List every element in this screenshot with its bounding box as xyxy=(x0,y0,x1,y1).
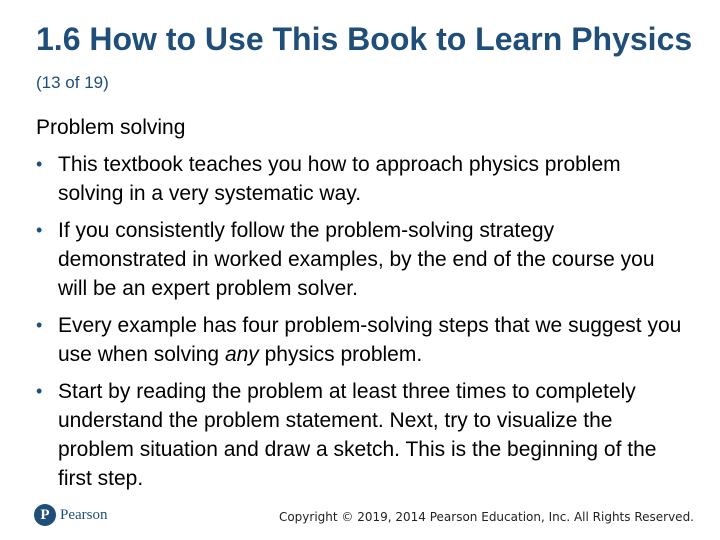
bullet-item xyxy=(36,216,686,303)
bullet-marker: • xyxy=(36,154,43,174)
bullet-text xyxy=(58,314,681,366)
bullet-text: This textbook teaches you how to approach physics problem solving in a very systematic way. xyxy=(58,153,621,205)
pearson-logo-text: Pearson xyxy=(60,506,108,523)
bullet-marker: • xyxy=(36,315,43,335)
bullet-text-emphasis: any xyxy=(224,343,259,366)
bullet-text: If you consistently follow the problem-solving strategy demonstrated in worked examples, by the end of the course you will be an expert problem solver. xyxy=(58,219,655,300)
copyright-notice: Copyright © 2019, 2014 Pearson Education, Inc. All Rights Reserved. xyxy=(278,510,694,524)
slide-title-counter: (13 of 19) xyxy=(36,73,109,92)
bullet-text-end: physics problem. xyxy=(258,343,423,366)
bullet-marker: • xyxy=(36,381,43,401)
bullet-text: Start by reading the problem at least three times to completely understand the problem statement. Next, try to visualize the problem situation and draw a sketch. This is the beginning of the first step. xyxy=(58,380,657,490)
slide-title xyxy=(36,20,696,102)
section-heading: Problem solving xyxy=(36,116,186,139)
bullet-list xyxy=(36,150,686,501)
bullet-item xyxy=(36,377,686,493)
pearson-logo-icon: P xyxy=(34,504,56,526)
bullet-text-start: Every example has four problem-solving steps that we suggest you use when solving xyxy=(58,314,682,366)
bullet-marker: • xyxy=(36,220,43,240)
bullet-item xyxy=(36,150,686,208)
slide-title-main: 1.6 How to Use This Book to Learn Physics xyxy=(36,21,693,57)
bullet-item xyxy=(36,311,686,369)
pearson-logo xyxy=(34,504,108,526)
